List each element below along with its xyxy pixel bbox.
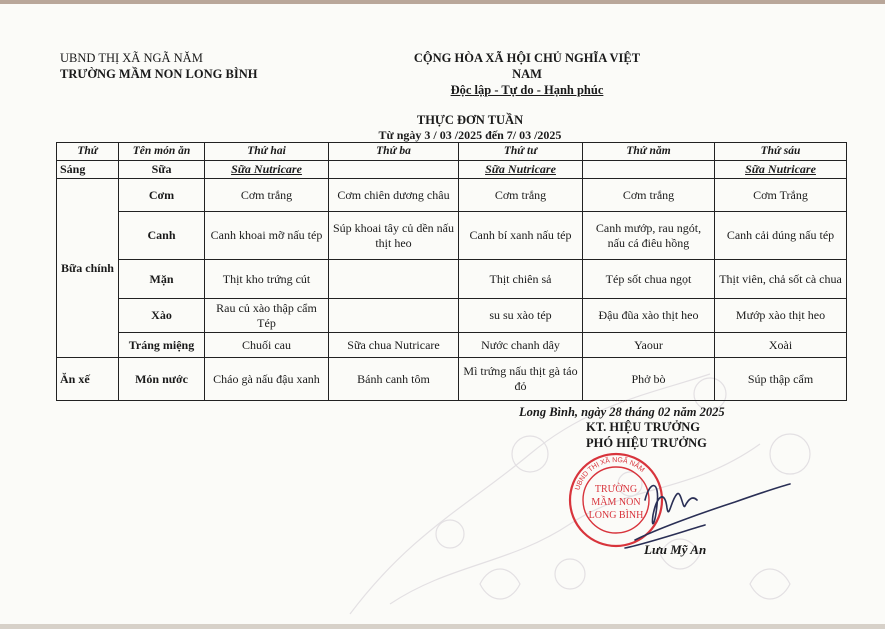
menu-cell: Cháo gà nấu đậu xanh [205, 358, 329, 401]
header-cell: Thứ hai [205, 143, 329, 161]
header-cell: Thứ [57, 143, 119, 161]
menu-cell: Canh mướp, rau ngót, nấu cá điêu hồng [583, 212, 715, 260]
national-motto: Độc lập - Tự do - Hạnh phúc [450, 83, 604, 97]
menu-cell [329, 299, 459, 333]
menu-cell: Phở bò [583, 358, 715, 401]
menu-cell: Bánh canh tôm [329, 358, 459, 401]
menu-cell: Nước chanh dây [459, 333, 583, 358]
menu-cell: Mì trứng nấu thịt gà táo đỏ [459, 358, 583, 401]
signer-name: Lưu Mỹ An [644, 542, 707, 557]
table-row-morning [57, 161, 847, 179]
issuer-block [60, 50, 257, 82]
national-motto-block [405, 50, 649, 98]
menu-cell: Xoài [715, 333, 847, 358]
signer-role: KT. HIỆU TRƯỞNG [586, 420, 701, 434]
table-row-snack [57, 358, 847, 401]
dish-cell: Sữa [119, 161, 205, 179]
table-row [57, 212, 847, 260]
menu-cell: Cơm trắng [205, 179, 329, 212]
signer-title: PHÓ HIỆU TRƯỞNG [586, 436, 707, 450]
dish-cell: Mặn [119, 260, 205, 299]
menu-cell: Súp khoai tây củ dền nấu thịt heo [329, 212, 459, 260]
svg-text:MẦM NON: MẦM NON [591, 497, 641, 508]
svg-text:UBND THỊ XÃ NGÃ NĂM: UBND THỊ XÃ NGÃ NĂM [574, 456, 646, 492]
menu-cell: Cơm Trắng [715, 179, 847, 212]
menu-cell: Sữa Nutricare [715, 161, 847, 179]
menu-cell [329, 260, 459, 299]
meal-cell: Sáng [57, 161, 119, 179]
menu-cell: Cơm chiên dương châu [329, 179, 459, 212]
menu-cell: Sữa Nutricare [205, 161, 329, 179]
issuer-school: TRƯỜNG MẦM NON LONG BÌNH [60, 67, 258, 81]
header-cell: Thứ năm [583, 143, 715, 161]
menu-cell: Yaour [583, 333, 715, 358]
menu-cell: Sữa chua Nutricare [329, 333, 459, 358]
menu-cell: Rau củ xào thập cẩm Tép [205, 299, 329, 333]
dish-cell: Cơm [119, 179, 205, 212]
dish-cell: Tráng miệng [119, 333, 205, 358]
menu-cell: Cơm trắng [583, 179, 715, 212]
dish-cell: Xào [119, 299, 205, 333]
menu-cell: Mướp xào thịt heo [715, 299, 847, 333]
table-row [57, 260, 847, 299]
svg-text:LONG BÌNH: LONG BÌNH [588, 510, 644, 521]
table-row [57, 179, 847, 212]
menu-cell: Thịt viên, chả sốt cà chua [715, 260, 847, 299]
menu-cell: Canh bí xanh nấu tép [459, 212, 583, 260]
menu-cell: Chuối cau [205, 333, 329, 358]
menu-cell [329, 161, 459, 179]
issuer-authority: UBND THỊ XÃ NGÃ NĂM [60, 51, 203, 65]
meal-cell: Bữa chính [57, 179, 119, 358]
header-cell: Thứ ba [329, 143, 459, 161]
weekly-menu-table [56, 142, 847, 401]
menu-cell [583, 161, 715, 179]
table-row [57, 299, 847, 333]
menu-cell: Thịt chiên sả [459, 260, 583, 299]
menu-cell: Súp thập cẩm [715, 358, 847, 401]
meal-cell: Ăn xế [57, 358, 119, 401]
menu-cell: Canh khoai mỡ nấu tép [205, 212, 329, 260]
svg-text:TRƯỜNG: TRƯỜNG [594, 484, 638, 495]
table-header-row [57, 143, 847, 161]
header-cell: Tên món ăn [119, 143, 205, 161]
bottom-edge [0, 624, 885, 629]
dish-cell: Món nước [119, 358, 205, 401]
menu-cell: su su xào tép [459, 299, 583, 333]
dish-cell: Canh [119, 212, 205, 260]
table-row [57, 333, 847, 358]
header-cell: Thứ tư [459, 143, 583, 161]
date-range: Từ ngày 3 / 03 /2025 đến 7/ 03 /2025 [378, 128, 562, 142]
menu-cell: Thịt kho trứng cút [205, 260, 329, 299]
document-title: THỰC ĐƠN TUẦN [416, 113, 524, 127]
menu-cell: Đậu đũa xào thịt heo [583, 299, 715, 333]
menu-cell: Canh cải dúng nấu tép [715, 212, 847, 260]
menu-cell: Tép sốt chua ngọt [583, 260, 715, 299]
signing-date: Long Bình, ngày 28 tháng 02 năm 2025 [519, 405, 725, 419]
header-cell: Thứ sáu [715, 143, 847, 161]
menu-cell: Sữa Nutricare [459, 161, 583, 179]
menu-cell: Cơm trắng [459, 179, 583, 212]
national-title: CỘNG HÒA XÃ HỘI CHỦ NGHĨA VIỆT NAM [413, 51, 641, 81]
